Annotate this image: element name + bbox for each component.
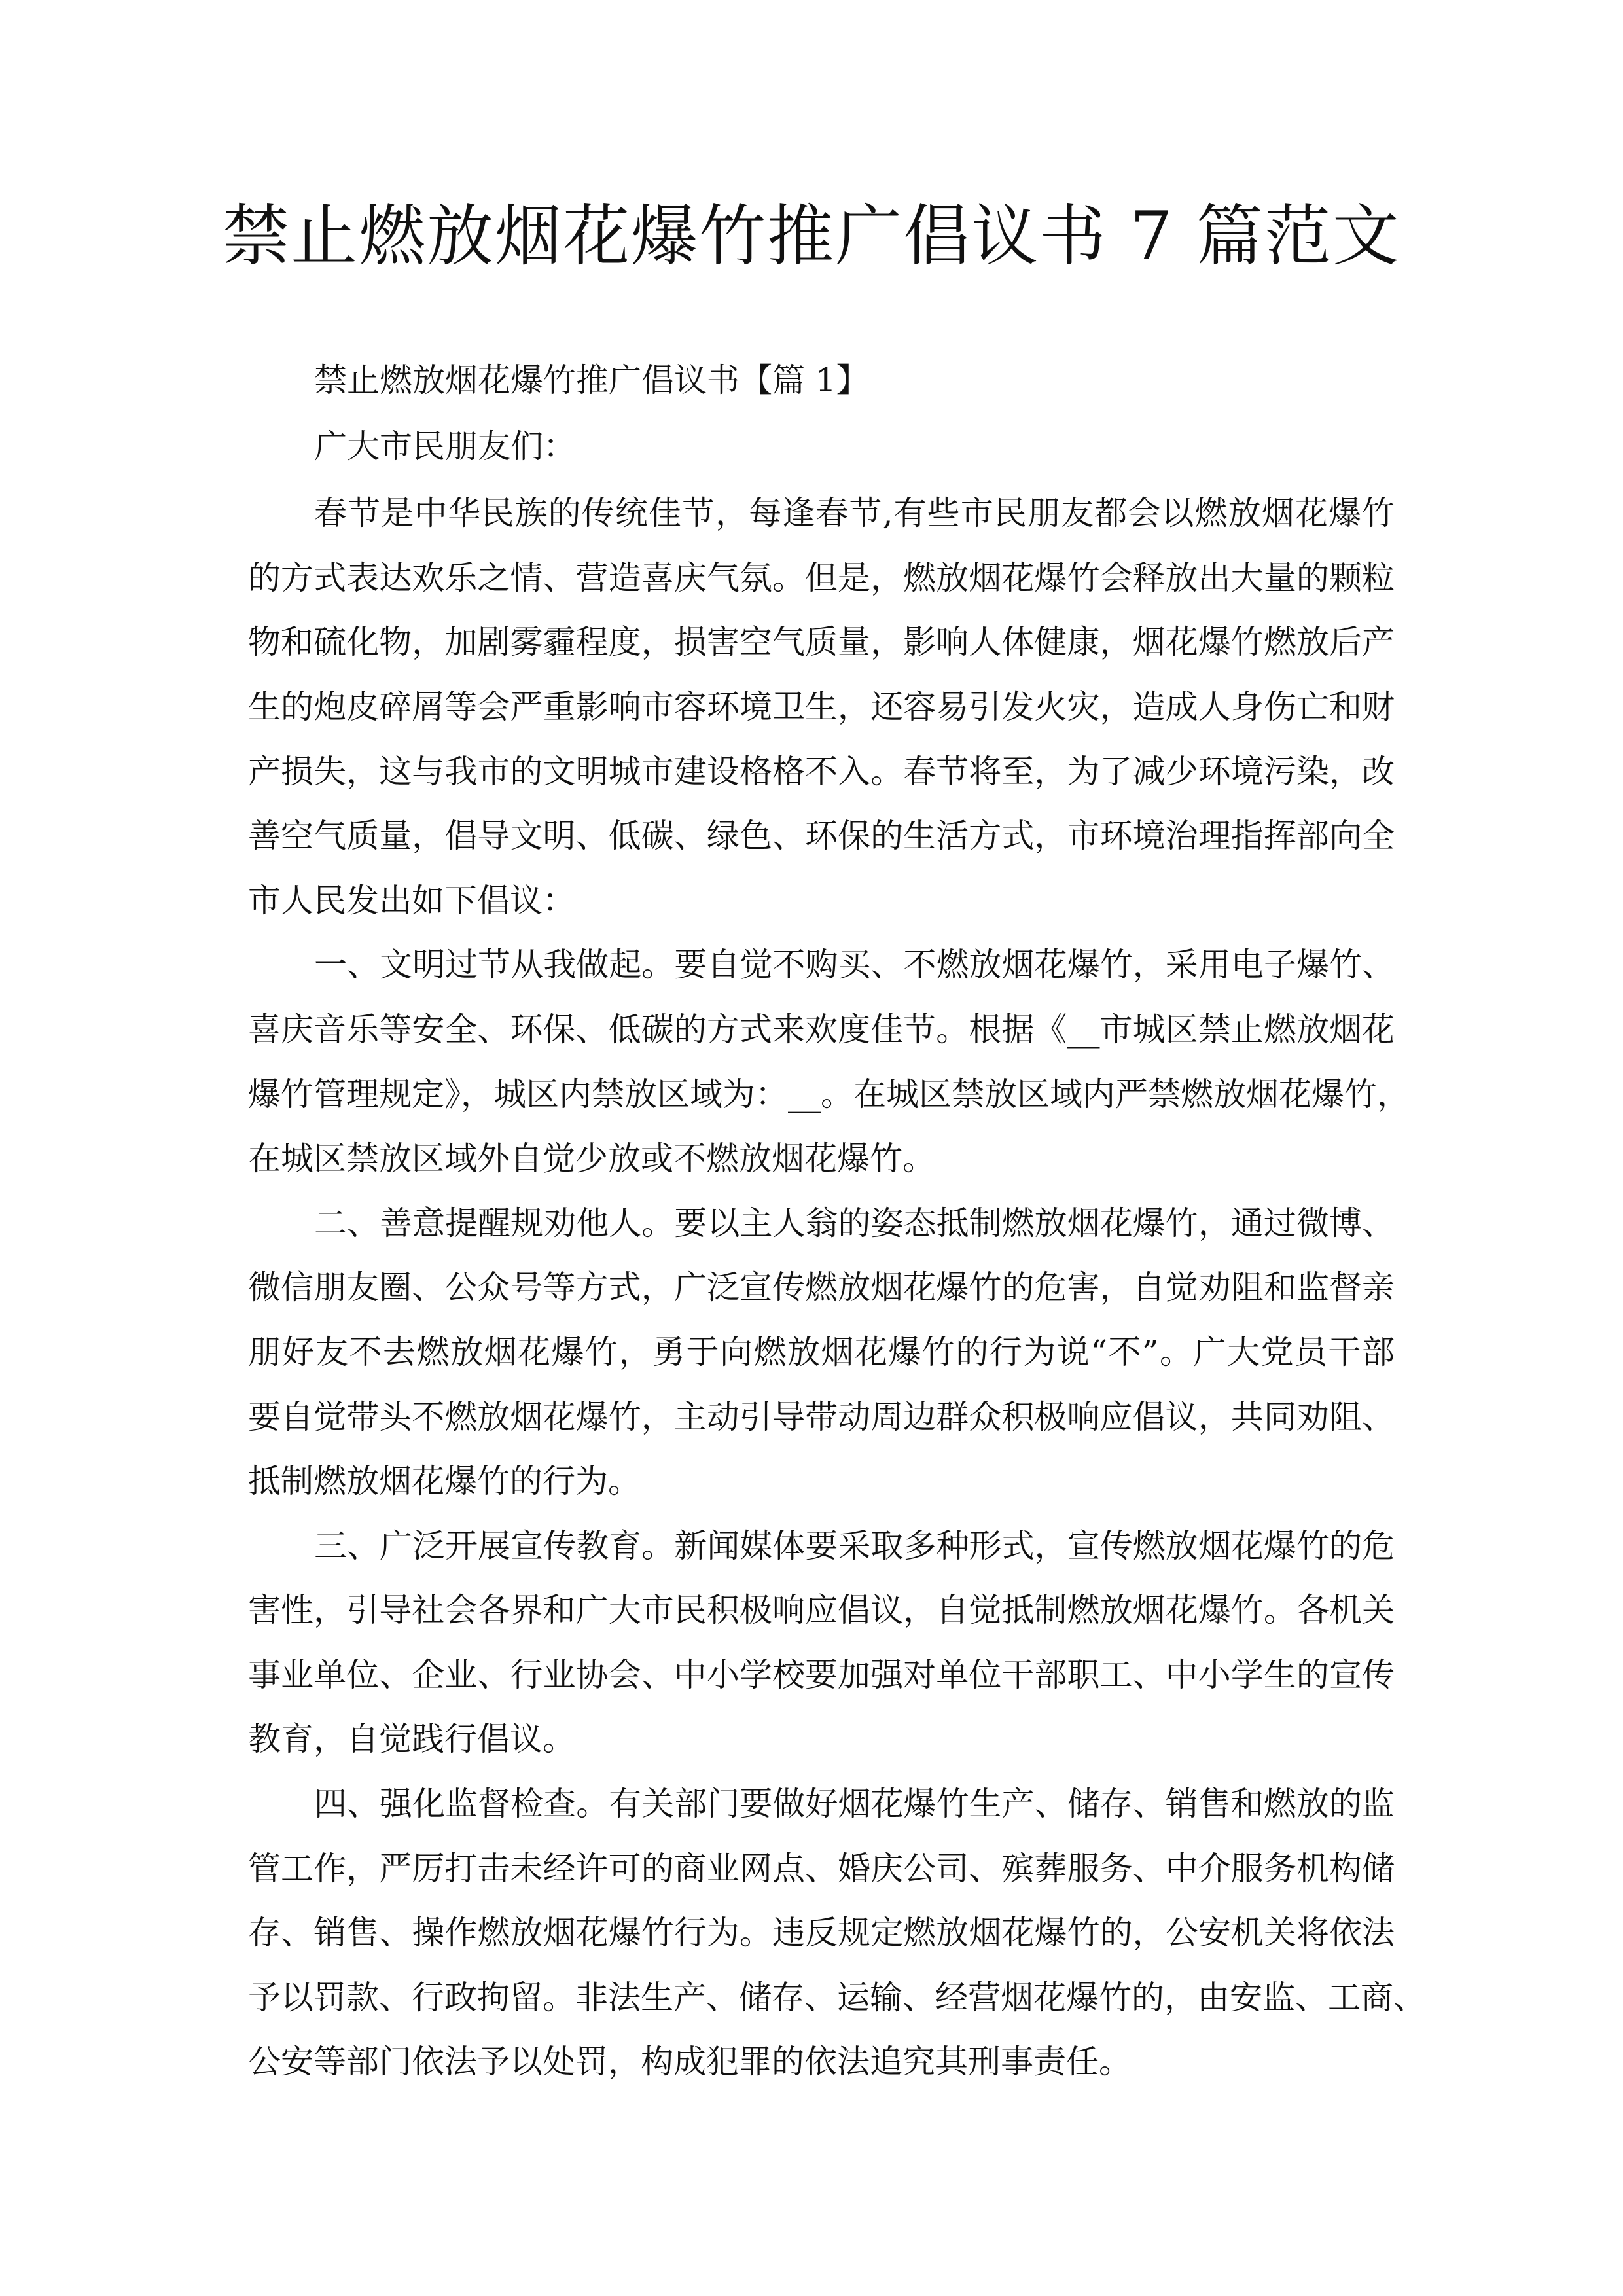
paragraph-line: 物和硫化物，加剧雾霾程度，损害空气质量，影响人体健康，烟花爆竹燃放后产 [248,623,1395,662]
document-body [248,348,1426,2094]
document-title: 禁止燃放烟花爆竹推广倡议书 7 篇范文 [223,198,1400,276]
greeting-text: 广大市民朋友们： [314,427,576,465]
greeting [248,414,1395,479]
paragraph-line: 在城区禁放区域外自觉少放或不燃放烟花爆竹。 [248,1139,935,1178]
paragraph-line: 喜庆音乐等安全、环保、低碳的方式来欢度佳节。根据《__市城区禁止燃放烟花 [248,1010,1395,1049]
paragraph [248,1191,1395,1514]
paragraph-line: 生的炮皮碎屑等会严重影响市容环境卫生，还容易引发火灾，造成人身伤亡和财 [248,687,1395,726]
section-heading [248,348,1395,413]
paragraphs [248,481,1426,2094]
paragraph [248,481,1395,933]
paragraph-line: 抵制燃放烟花爆竹的行为。 [248,1462,641,1501]
paragraph-line: 爆竹管理规定》，城区内禁放区域为：__。在城区禁放区域内严禁燃放烟花爆竹， [248,1075,1410,1113]
paragraph-line: 四、强化监督检查。有关部门要做好烟花爆竹生产、储存、销售和燃放的监 [314,1785,1395,1823]
paragraph-line: 管工作，严厉打击未经许可的商业网点、婚庆公司、殡葬服务、中介服务机构储 [248,1849,1395,1888]
section-heading-text: 禁止燃放烟花爆竹推广倡议书【篇 1】 [314,361,869,399]
paragraph-line: 产损失，这与我市的文明城市建设格格不入。春节将至，为了减少环境污染，改 [248,752,1395,791]
paragraph-line: 事业单位、企业、行业协会、中小学校要加强对单位干部职工、中小学生的宣传 [248,1655,1395,1694]
paragraph [248,933,1410,1191]
paragraph-line: 二、善意提醒规劝他人。要以主人翁的姿态抵制燃放烟花爆竹，通过微博、 [314,1204,1395,1242]
paragraph-line: 市人民发出如下倡议： [248,881,575,920]
paragraph-line: 三、广泛开展宣传教育。新闻媒体要采取多种形式，宣传燃放烟花爆竹的危 [314,1526,1395,1565]
paragraph-line: 的方式表达欢乐之情、营造喜庆气氛。但是，燃放烟花爆竹会释放出大量的颗粒 [248,558,1395,597]
paragraph-line: 要自觉带头不燃放烟花爆竹，主动引导带动周边群众积极响应倡议，共同劝阻、 [248,1397,1395,1436]
paragraph-line: 存、销售、操作燃放烟花爆竹行为。违反规定燃放烟花爆竹的，公安机关将依法 [248,1914,1395,1952]
paragraph-line: 公安等部门依法予以处罚，构成犯罪的依法追究其刑事责任。 [248,2043,1132,2081]
paragraph-line: 朋好友不去燃放烟花爆竹，勇于向燃放烟花爆竹的行为说“不”。广大党员干部 [248,1333,1395,1371]
paragraph-line: 教育，自觉践行倡议。 [248,1720,575,1759]
paragraph-line: 害性，引导社会各界和广大市民积极响应倡议，自觉抵制燃放烟花爆竹。各机关 [248,1591,1395,1630]
paragraph [248,1514,1395,1772]
paragraph-line: 一、文明过节从我做起。要自觉不购买、不燃放烟花爆竹，采用电子爆竹、 [314,946,1395,984]
paragraph-line: 予以罚款、行政拘留。非法生产、储存、运输、经营烟花爆竹的，由安监、工商、 [248,1978,1426,2017]
paragraph [248,1772,1426,2094]
paragraph-line: 善空气质量，倡导文明、低碳、绿色、环保的生活方式，市环境治理指挥部向全 [248,817,1395,855]
paragraph-line: 春节是中华民族的传统佳节，每逢春节,有些市民朋友都会以燃放烟花爆竹 [314,494,1395,533]
paragraph-line: 微信朋友圈、公众号等方式，广泛宣传燃放烟花爆竹的危害，自觉劝阻和监督亲 [248,1268,1395,1307]
